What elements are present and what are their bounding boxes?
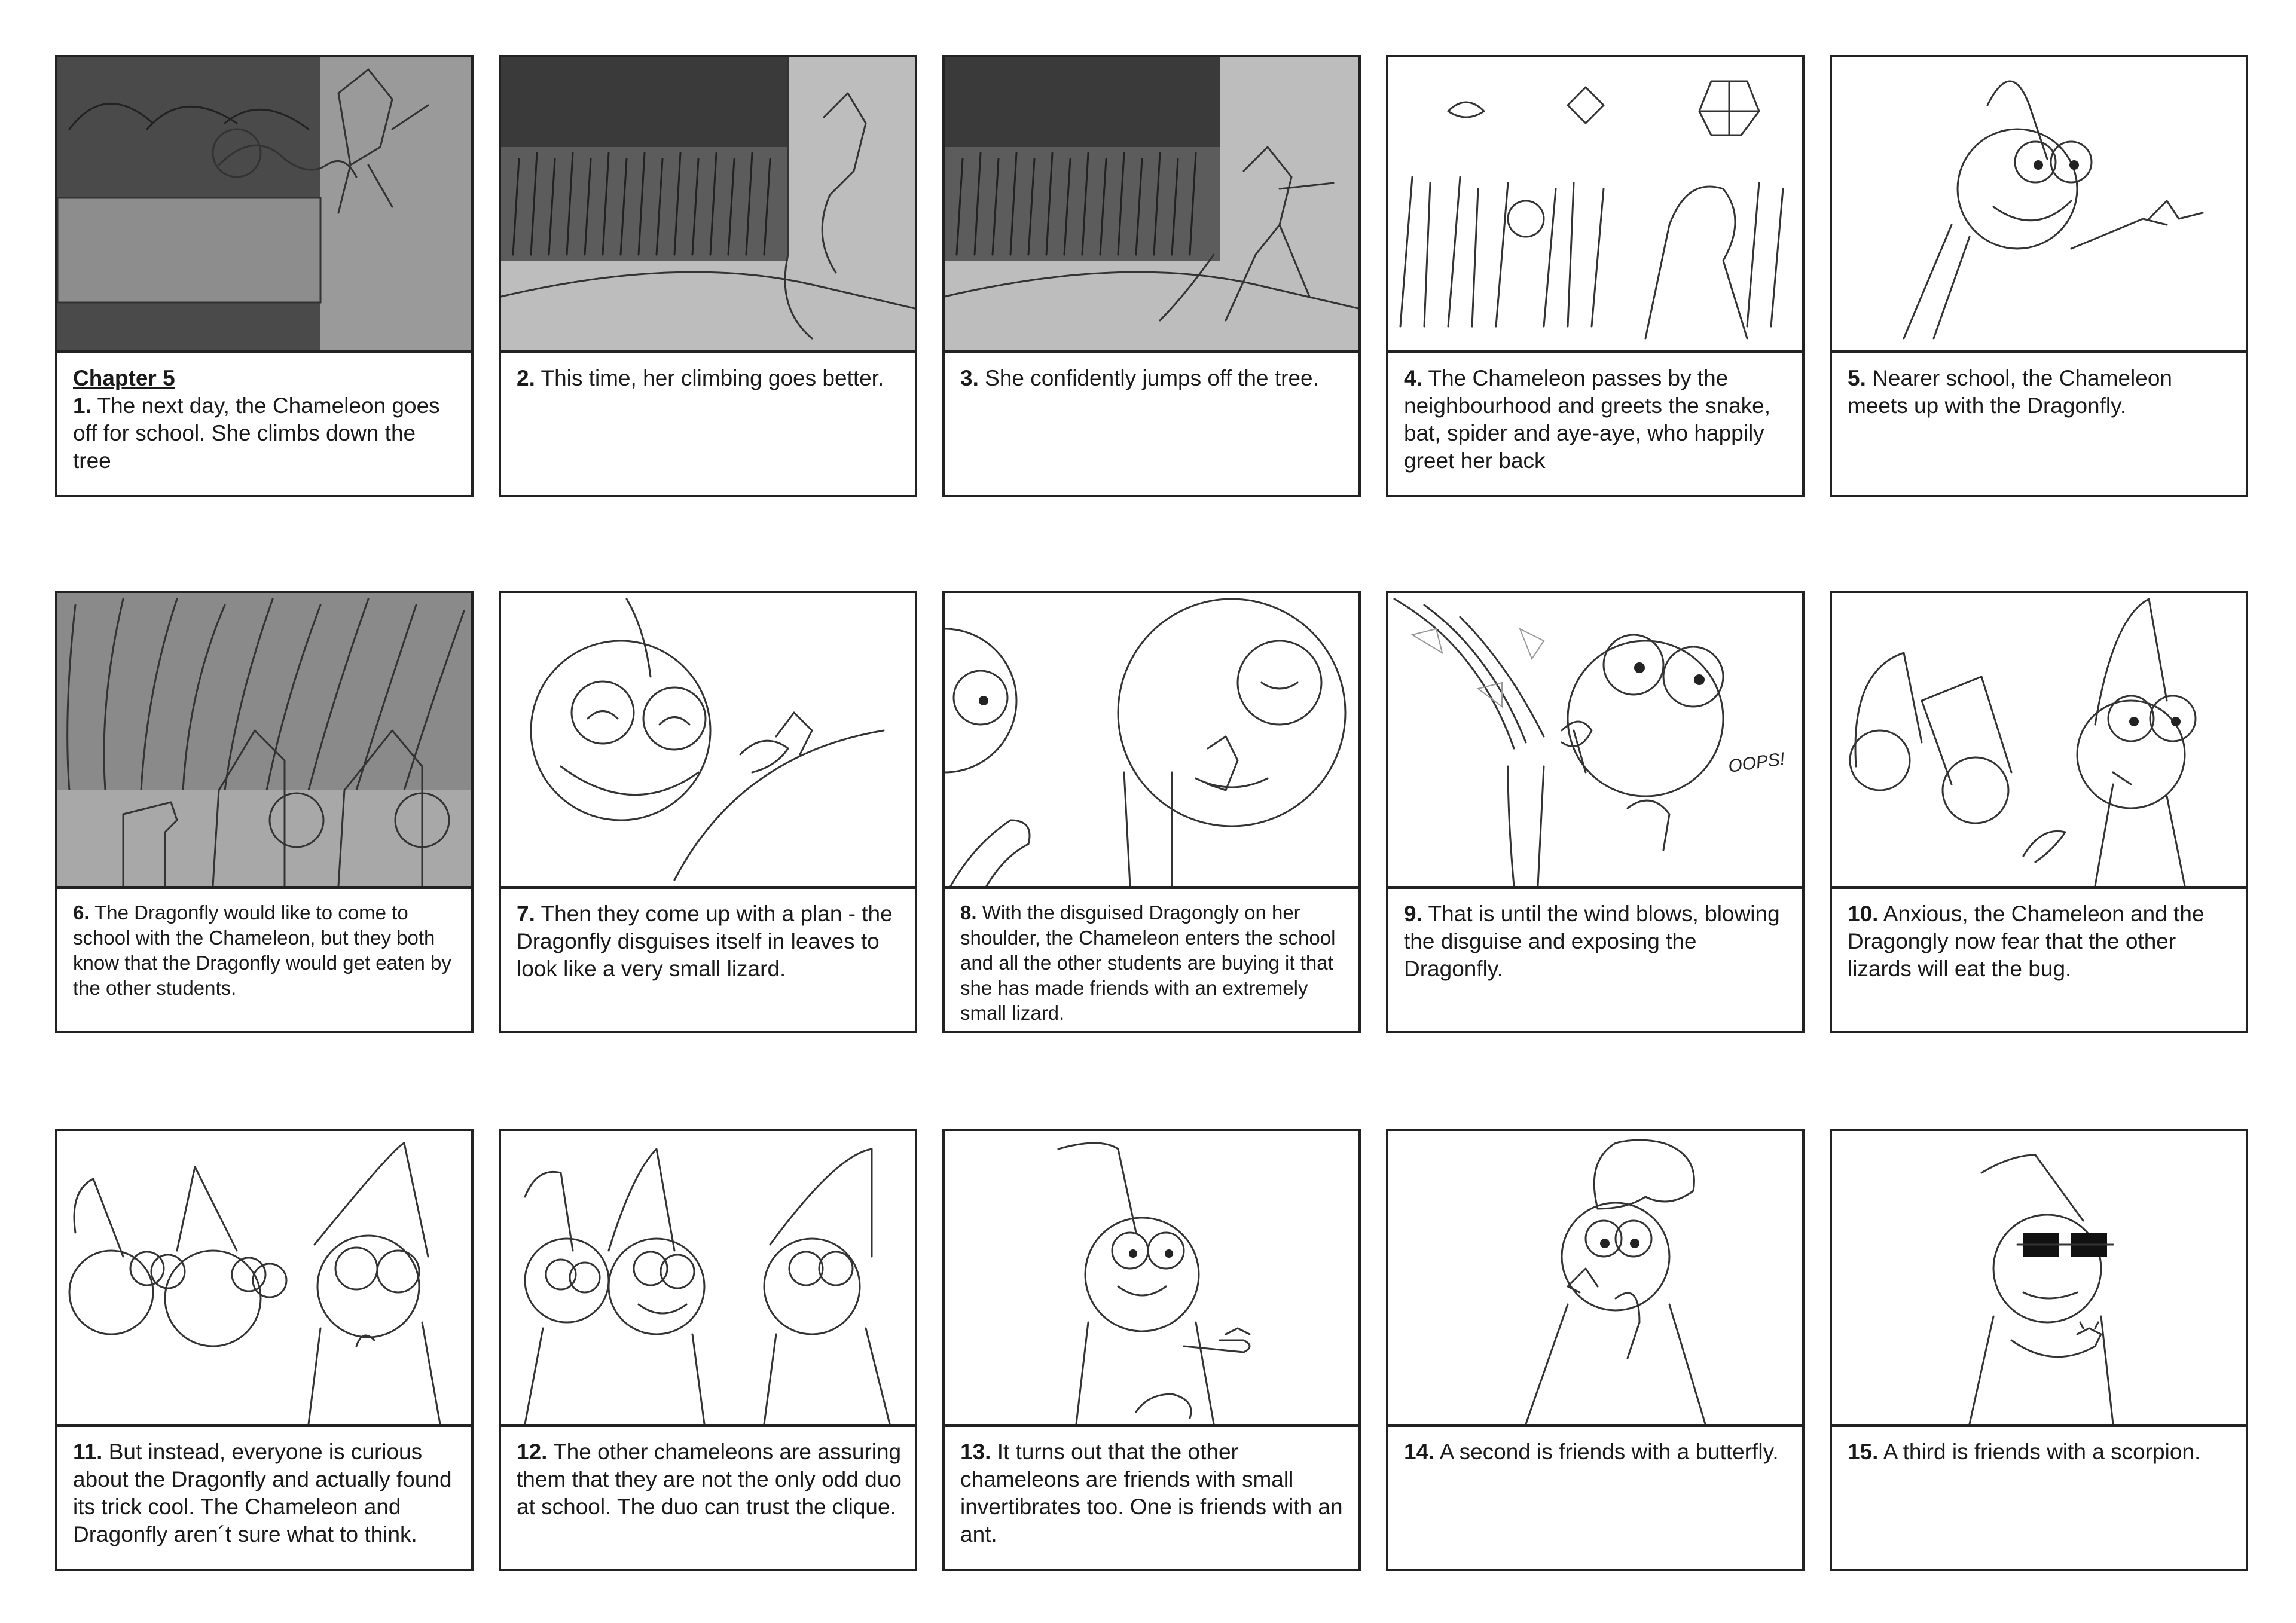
panel-text: It turns out that the other chameleons are friends with small invertibrates too. One is friends with an ant. [960,1439,1343,1546]
panel-text: That is until the wind blows, blowing the disguise and exposing the Dragonfly. [1404,901,1780,981]
oops-sketch-text: OOPS! [1727,749,1787,777]
storyboard-panel-11 [55,1129,474,1571]
panel-13-sketch [945,1131,1358,1427]
storyboard-panel-5 [1830,55,2248,497]
panel-2-sketch [501,57,915,353]
panel-14-caption [1404,1438,1789,1466]
panel-13-caption [960,1438,1345,1548]
panel-number: 13. [960,1439,991,1464]
panel-text: With the disguised Dragongly on her shoulder, the Chameleon enters the school and all the other students are buying it that she has made friends with an extremely small lizard. [960,901,1336,1024]
panel-text: This time, her climbing goes better. [541,366,884,390]
panel-10-sketch [1832,593,2246,889]
panel-5-caption [1848,365,2233,420]
panel-number: 7. [517,901,535,926]
panel-4-caption [1404,365,1789,475]
panel-15-sketch [1832,1131,2246,1427]
panel-text: Anxious, the Chameleon and the Dragongly now fear that the other lizards will eat the bug. [1848,901,2205,981]
storyboard-panel-8 [942,591,1361,1033]
panel-number: 11. [73,1439,103,1464]
panel-text: But instead, everyone is curious about the Dragonfly and actually found its trick cool. The Chameleon and Dragonfly aren´t sure what to think. [73,1439,452,1546]
panel-1-sketch [57,57,471,353]
panel-number: 14. [1404,1439,1435,1464]
panel-7-sketch [501,593,915,889]
panel-3-caption [960,365,1345,392]
panel-number: 8. [960,901,977,924]
storyboard-panel-13 [942,1129,1361,1571]
storyboard-panel-4 [1386,55,1805,497]
storyboard-panel-1 [55,55,474,497]
panel-number: 3. [960,366,979,390]
panel-11-caption [73,1438,458,1548]
panel-9-caption [1404,900,1789,983]
chapter-heading: Chapter 5 [73,366,175,390]
panel-number: 9. [1404,901,1422,926]
panel-3-sketch [945,57,1358,353]
panel-11-sketch [57,1131,471,1427]
panel-9-sketch [1388,593,1802,889]
storyboard-panel-10 [1830,591,2248,1033]
panel-7-caption [517,900,902,983]
panel-4-sketch [1388,57,1802,353]
panel-2-caption [517,365,902,392]
panel-10-caption [1848,900,2233,983]
panel-number: 4. [1404,366,1422,390]
panel-number: 2. [517,366,535,390]
storyboard-panel-7 [499,591,917,1033]
panel-6-caption [73,900,458,1001]
panel-text: The next day, the Chameleon goes off for school. She climbs down the tree [73,393,440,473]
panel-12-caption [517,1438,902,1521]
storyboard-panel-15 [1830,1129,2248,1571]
panel-6-sketch [57,593,471,889]
panel-15-caption [1848,1438,2233,1466]
panel-number: 5. [1848,366,1866,390]
panel-text: The Dragonfly would like to come to school with the Chameleon, but they both know that the Dragonfly would get eaten by the other students. [73,901,451,999]
storyboard-panel-14 [1386,1129,1805,1571]
storyboard-panel-2 [499,55,917,497]
storyboard-panel-12 [499,1129,917,1571]
panel-5-sketch [1832,57,2246,353]
storyboard-panel-3 [942,55,1361,497]
panel-number: 15. [1848,1439,1879,1464]
panel-14-sketch [1388,1131,1802,1427]
panel-text: Nearer school, the Chameleon meets up with the Dragonfly. [1848,366,2172,418]
panel-8-caption [960,900,1345,1026]
panel-8-sketch [945,593,1358,889]
panel-text: A second is friends with a butterfly. [1439,1439,1779,1464]
storyboard-panel-9 [1386,591,1805,1033]
panel-text: A third is friends with a scorpion. [1883,1439,2201,1464]
storyboard-panel-6 [55,591,474,1033]
panel-number: 12. [517,1439,548,1464]
panel-1-caption [73,365,458,475]
panel-number: 6. [73,901,90,924]
panel-number: 10. [1848,901,1879,926]
panel-text: She confidently jumps off the tree. [985,366,1319,390]
panel-text: The other chameleons are assuring them that they are not the only odd duo at school. The duo can trust the clique. [517,1439,902,1519]
panel-text: Then they come up with a plan - the Dragonfly disguises itself in leaves to look like a very small lizard. [517,901,893,981]
panel-number: 1. [73,393,91,418]
panel-text: The Chameleon passes by the neighbourhood and greets the snake, bat, spider and aye-aye, who happily greet her back [1404,366,1771,473]
panel-12-sketch [501,1131,915,1427]
